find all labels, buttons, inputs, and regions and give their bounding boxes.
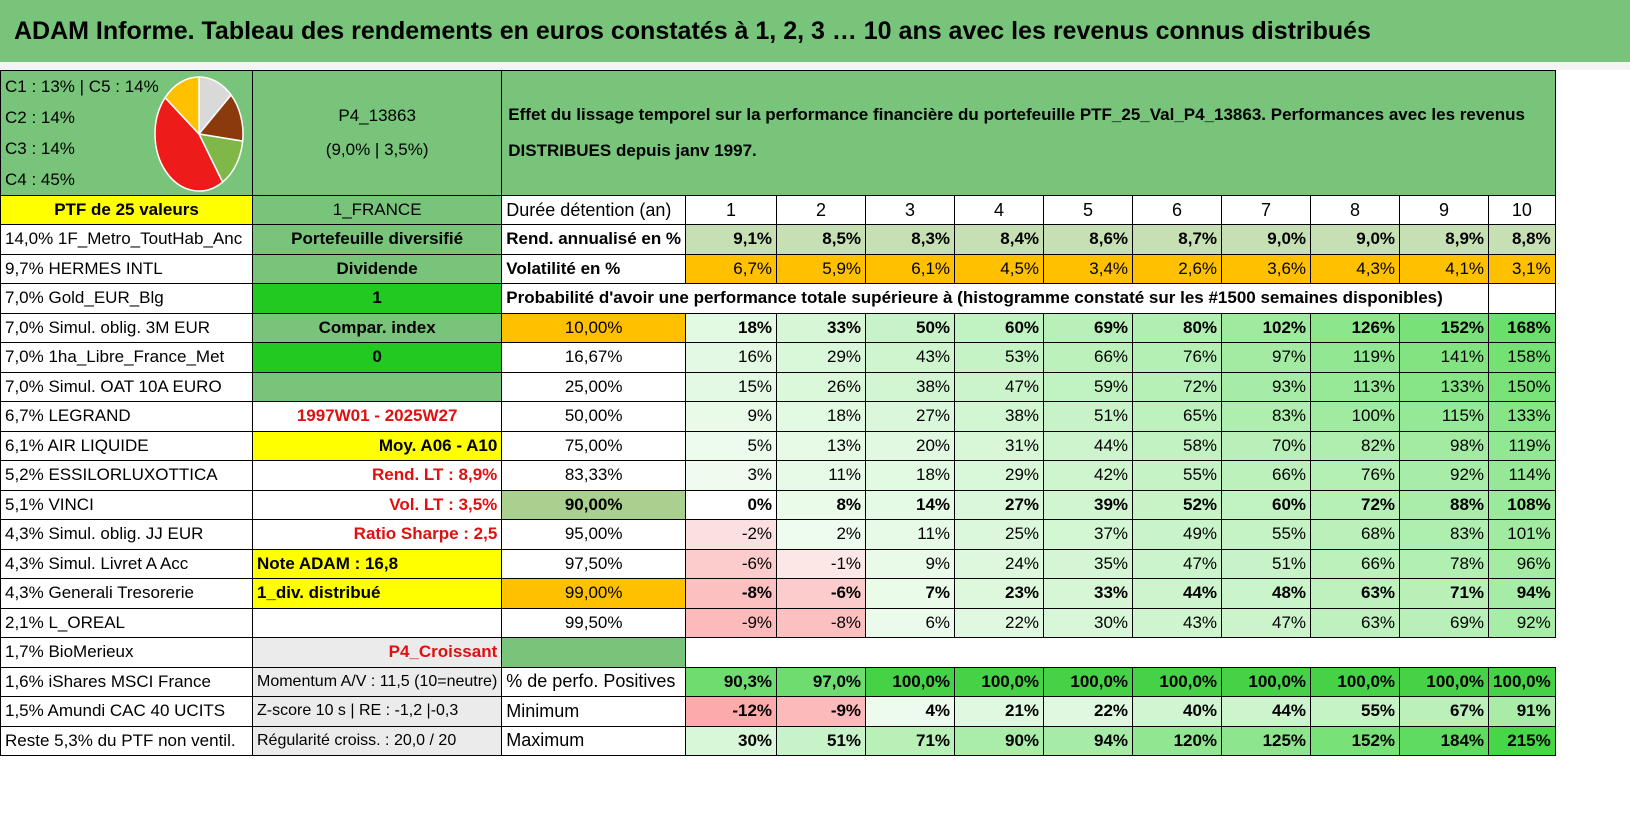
rend-value: 8,6%: [1044, 225, 1133, 255]
divider: [0, 62, 1630, 70]
quantile-value: 6%: [866, 608, 955, 638]
quantile-label: 95,00%: [502, 520, 686, 550]
quantile-value: 92%: [1400, 461, 1489, 491]
quantile-value: 80%: [1133, 313, 1222, 343]
quantile-value: 76%: [1311, 461, 1400, 491]
table-row: [1, 313, 1556, 343]
max-value: 120%: [1133, 726, 1222, 756]
holding-name: 2,1% L_OREAL: [1, 608, 253, 638]
quantile-value: 7%: [866, 579, 955, 609]
quantile-value: 58%: [1133, 431, 1222, 461]
quantile-value: 33%: [777, 313, 866, 343]
rend-value: 8,4%: [955, 225, 1044, 255]
legend-item: C2 : 14%: [5, 108, 75, 127]
year-header: 9: [1400, 196, 1489, 225]
table-row: [1, 549, 1556, 579]
vol-value: 5,9%: [777, 254, 866, 284]
quantile-value: 31%: [955, 431, 1044, 461]
info-cell: Régularité croiss. : 20,0 / 20: [253, 726, 502, 756]
quantile-value: 93%: [1222, 372, 1311, 402]
table-row: [1, 461, 1556, 491]
min-value: 67%: [1400, 697, 1489, 727]
table-row: [1, 225, 1556, 255]
holding-name: Reste 5,3% du PTF non ventil.: [1, 726, 253, 756]
country: 1_FRANCE: [253, 196, 502, 225]
max-value: 51%: [777, 726, 866, 756]
quantile-value: 60%: [1222, 490, 1311, 520]
vol-value: 4,1%: [1400, 254, 1489, 284]
quantile-value: 100%: [1311, 402, 1400, 432]
table-row: [1, 726, 1556, 756]
year-header: 5: [1044, 196, 1133, 225]
min-value: 40%: [1133, 697, 1222, 727]
rend-value: 8,5%: [777, 225, 866, 255]
table-row: [1, 343, 1556, 373]
quantile-value: 108%: [1489, 490, 1556, 520]
vol-label: Volatilité en %: [502, 254, 686, 284]
allocation-pie-chart: [153, 75, 245, 193]
quantile-label: 25,00%: [502, 372, 686, 402]
pos-value: 100,0%: [1489, 667, 1556, 697]
quantile-value: 66%: [1311, 549, 1400, 579]
quantile-label: 75,00%: [502, 431, 686, 461]
quantile-value: 29%: [955, 461, 1044, 491]
quantile-value: 66%: [1044, 343, 1133, 373]
vol-value: 6,1%: [866, 254, 955, 284]
min-value: 21%: [955, 697, 1044, 727]
table-row: [1, 402, 1556, 432]
quantile-value: 94%: [1489, 579, 1556, 609]
rend-value: 8,9%: [1400, 225, 1489, 255]
quantile-value: 48%: [1222, 579, 1311, 609]
info-cell: P4_Croissant: [253, 638, 502, 668]
quantile-value: -1%: [777, 549, 866, 579]
vol-value: 3,1%: [1489, 254, 1556, 284]
quantile-value: 15%: [686, 372, 777, 402]
quantile-value: 5%: [686, 431, 777, 461]
vol-value: 6,7%: [686, 254, 777, 284]
quantile-value: 55%: [1222, 520, 1311, 550]
quantile-value: 133%: [1489, 402, 1556, 432]
legend-item: C1 : 13% | C5 : 14%: [5, 77, 159, 96]
table-row: [1, 490, 1556, 520]
vol-value: 4,3%: [1311, 254, 1400, 284]
info-cell: 0: [253, 343, 502, 373]
info-cell: Compar. index: [253, 313, 502, 343]
quantile-label: 10,00%: [502, 313, 686, 343]
pos-value: 97,0%: [777, 667, 866, 697]
max-value: 184%: [1400, 726, 1489, 756]
min-value: 91%: [1489, 697, 1556, 727]
quantile-value: 83%: [1400, 520, 1489, 550]
max-value: 152%: [1311, 726, 1400, 756]
quantile-value: 38%: [955, 402, 1044, 432]
pos-value: 100,0%: [1311, 667, 1400, 697]
quantile-label: 90,00%: [502, 490, 686, 520]
quantile-value: 63%: [1311, 579, 1400, 609]
quantile-value: 30%: [1044, 608, 1133, 638]
max-value: 215%: [1489, 726, 1556, 756]
quantile-value: 27%: [955, 490, 1044, 520]
quantile-value: 53%: [955, 343, 1044, 373]
quantile-value: 16%: [686, 343, 777, 373]
quantile-label: 99,50%: [502, 608, 686, 638]
empty-cell: [686, 638, 1556, 668]
quantile-value: 51%: [1222, 549, 1311, 579]
quantile-value: 50%: [866, 313, 955, 343]
quantile-value: 126%: [1311, 313, 1400, 343]
quantile-value: 66%: [1222, 461, 1311, 491]
info-cell: Portefeuille diversifié: [253, 225, 502, 255]
quantile-value: 37%: [1044, 520, 1133, 550]
year-header: 10: [1489, 196, 1556, 225]
holding-name: 9,7% HERMES INTL: [1, 254, 253, 284]
quantile-label: 97,50%: [502, 549, 686, 579]
vol-value: 3,4%: [1044, 254, 1133, 284]
pos-value: 100,0%: [1400, 667, 1489, 697]
vol-value: 4,5%: [955, 254, 1044, 284]
quantile-value: 43%: [1133, 608, 1222, 638]
info-cell: Note ADAM : 16,8: [253, 549, 502, 579]
quantile-value: 70%: [1222, 431, 1311, 461]
rend-value: 9,0%: [1222, 225, 1311, 255]
quantile-value: 96%: [1489, 549, 1556, 579]
min-value: 4%: [866, 697, 955, 727]
rend-value: 8,8%: [1489, 225, 1556, 255]
quantile-value: -6%: [777, 579, 866, 609]
pos-label: % de perfo. Positives: [502, 667, 686, 697]
table-row: [1, 608, 1556, 638]
quantile-value: 83%: [1222, 402, 1311, 432]
quantile-value: 55%: [1133, 461, 1222, 491]
pos-value: 100,0%: [866, 667, 955, 697]
quantile-value: 113%: [1311, 372, 1400, 402]
holding-name: 5,2% ESSILORLUXOTTICA: [1, 461, 253, 491]
quantile-value: -8%: [777, 608, 866, 638]
quantile-value: 52%: [1133, 490, 1222, 520]
max-value: 94%: [1044, 726, 1133, 756]
info-cell: Ratio Sharpe : 2,5: [253, 520, 502, 550]
quantile-value: 0%: [686, 490, 777, 520]
quantile-value: 119%: [1311, 343, 1400, 373]
portfolio-code: P4_13863: [338, 106, 416, 125]
quantile-value: 98%: [1400, 431, 1489, 461]
duration-label: Durée détention (an): [502, 196, 686, 225]
quantile-value: 11%: [777, 461, 866, 491]
holding-name: 4,3% Generali Tresorerie: [1, 579, 253, 609]
quantile-value: 26%: [777, 372, 866, 402]
quantile-value: 51%: [1044, 402, 1133, 432]
quantile-label: 50,00%: [502, 402, 686, 432]
quantile-value: 82%: [1311, 431, 1400, 461]
quantile-value: 168%: [1489, 313, 1556, 343]
quantile-value: 60%: [955, 313, 1044, 343]
portfolio-stats: (9,0% | 3,5%): [325, 140, 429, 159]
vol-value: 3,6%: [1222, 254, 1311, 284]
quantile-value: 63%: [1311, 608, 1400, 638]
info-cell: Z-score 10 s | RE : -1,2 |-0,3: [253, 697, 502, 727]
quantile-value: 76%: [1133, 343, 1222, 373]
quantile-value: 141%: [1400, 343, 1489, 373]
quantile-value: 39%: [1044, 490, 1133, 520]
quantile-value: 71%: [1400, 579, 1489, 609]
quantile-value: 35%: [1044, 549, 1133, 579]
min-value: -9%: [777, 697, 866, 727]
pos-value: 90,3%: [686, 667, 777, 697]
quantile-value: 119%: [1489, 431, 1556, 461]
max-value: 71%: [866, 726, 955, 756]
pos-value: 100,0%: [1044, 667, 1133, 697]
quantile-value: 115%: [1400, 402, 1489, 432]
prob-label: Probabilité d'avoir une performance totale supérieure à (histogramme constaté sur les #1500 semaines disponibles): [502, 284, 1489, 314]
quantile-value: 44%: [1133, 579, 1222, 609]
quantile-value: 18%: [866, 461, 955, 491]
quantile-value: 25%: [955, 520, 1044, 550]
info-cell: 1997W01 - 2025W27: [253, 402, 502, 432]
vol-value: 2,6%: [1133, 254, 1222, 284]
quantile-value: 47%: [955, 372, 1044, 402]
table-row: [1, 638, 1556, 668]
info-cell: Dividende: [253, 254, 502, 284]
quantile-label: 83,33%: [502, 461, 686, 491]
quantile-value: -9%: [686, 608, 777, 638]
info-cell: 1: [253, 284, 502, 314]
quantile-value: 92%: [1489, 608, 1556, 638]
min-value: 55%: [1311, 697, 1400, 727]
quantile-value: 152%: [1400, 313, 1489, 343]
year-header: 3: [866, 196, 955, 225]
quantile-value: -2%: [686, 520, 777, 550]
year-header: 6: [1133, 196, 1222, 225]
quantile-value: 3%: [686, 461, 777, 491]
quantile-value: 47%: [1222, 608, 1311, 638]
quantile-value: 97%: [1222, 343, 1311, 373]
quantile-value: 69%: [1400, 608, 1489, 638]
info-cell: Moy. A06 - A10: [253, 431, 502, 461]
holding-name: 5,1% VINCI: [1, 490, 253, 520]
table-row: [1, 431, 1556, 461]
min-value: -12%: [686, 697, 777, 727]
holding-name: 4,3% Simul. Livret A Acc: [1, 549, 253, 579]
holding-name: 1,7% BioMerieux: [1, 638, 253, 668]
info-cell: Vol. LT : 3,5%: [253, 490, 502, 520]
quantile-value: 78%: [1400, 549, 1489, 579]
rend-value: 8,7%: [1133, 225, 1222, 255]
quantile-value: 2%: [777, 520, 866, 550]
quantile-value: 158%: [1489, 343, 1556, 373]
max-value: 125%: [1222, 726, 1311, 756]
quantile-value: 20%: [866, 431, 955, 461]
max-value: 90%: [955, 726, 1044, 756]
legend-item: C3 : 14%: [5, 139, 75, 158]
info-cell: [253, 608, 502, 638]
year-header: 2: [777, 196, 866, 225]
holding-name: 1,5% Amundi CAC 40 UCITS: [1, 697, 253, 727]
quantile-value: -6%: [686, 549, 777, 579]
info-cell: [253, 372, 502, 402]
ptf-label: PTF de 25 valeurs: [1, 196, 253, 225]
min-value: 22%: [1044, 697, 1133, 727]
quantile-value: 18%: [777, 402, 866, 432]
holding-name: 7,0% 1ha_Libre_France_Met: [1, 343, 253, 373]
quantile-value: 72%: [1133, 372, 1222, 402]
pos-value: 100,0%: [1133, 667, 1222, 697]
quantile-value: 9%: [686, 402, 777, 432]
quantile-value: 65%: [1133, 402, 1222, 432]
quantile-value: 68%: [1311, 520, 1400, 550]
quantile-value: 59%: [1044, 372, 1133, 402]
quantile-label: 99,00%: [502, 579, 686, 609]
empty-cell: [502, 638, 686, 668]
table-row: [1, 697, 1556, 727]
table-row: [1, 372, 1556, 402]
max-label: Maximum: [502, 726, 686, 756]
table-row: [1, 196, 1556, 225]
description: Effet du lissage temporel sur la performance financière du portefeuille PTF_25_Val_P4_13863. Performances avec les revenus DISTRIBUES depuis janv 1997.: [502, 71, 1555, 196]
holding-name: 6,7% LEGRAND: [1, 402, 253, 432]
table-row: [1, 520, 1556, 550]
quantile-value: 43%: [866, 343, 955, 373]
holding-name: 7,0% Simul. OAT 10A EURO: [1, 372, 253, 402]
table-row: [1, 254, 1556, 284]
min-value: 44%: [1222, 697, 1311, 727]
holding-name: 6,1% AIR LIQUIDE: [1, 431, 253, 461]
quantile-value: 23%: [955, 579, 1044, 609]
info-cell: Momentum A/V : 11,5 (10=neutre): [253, 667, 502, 697]
year-header: 1: [686, 196, 777, 225]
quantile-value: 69%: [1044, 313, 1133, 343]
table-row: [1, 71, 1556, 196]
year-header: 8: [1311, 196, 1400, 225]
pos-value: 100,0%: [955, 667, 1044, 697]
legend-item: C4 : 45%: [5, 170, 75, 189]
quantile-value: 101%: [1489, 520, 1556, 550]
quantile-value: 22%: [955, 608, 1044, 638]
quantile-value: 133%: [1400, 372, 1489, 402]
quantile-value: 102%: [1222, 313, 1311, 343]
table-row: [1, 284, 1556, 314]
quantile-value: 33%: [1044, 579, 1133, 609]
table-row: [1, 579, 1556, 609]
rend-value: 9,1%: [686, 225, 777, 255]
quantile-value: 114%: [1489, 461, 1556, 491]
quantile-value: 11%: [866, 520, 955, 550]
holding-name: 1,6% iShares MSCI France: [1, 667, 253, 697]
pos-value: 100,0%: [1222, 667, 1311, 697]
holding-name: 7,0% Simul. oblig. 3M EUR: [1, 313, 253, 343]
quantile-value: 72%: [1311, 490, 1400, 520]
holding-name: 4,3% Simul. oblig. JJ EUR: [1, 520, 253, 550]
info-cell: Rend. LT : 8,9%: [253, 461, 502, 491]
quantile-value: 24%: [955, 549, 1044, 579]
year-header: 7: [1222, 196, 1311, 225]
quantile-value: 150%: [1489, 372, 1556, 402]
quantile-value: 42%: [1044, 461, 1133, 491]
quantile-value: 44%: [1044, 431, 1133, 461]
quantile-value: 14%: [866, 490, 955, 520]
year-header: 4: [955, 196, 1044, 225]
min-label: Minimum: [502, 697, 686, 727]
quantile-value: 88%: [1400, 490, 1489, 520]
empty-cell: [1489, 284, 1556, 314]
quantile-value: -8%: [686, 579, 777, 609]
table-row: [1, 667, 1556, 697]
quantile-label: 16,67%: [502, 343, 686, 373]
quantile-value: 13%: [777, 431, 866, 461]
page-title: ADAM Informe. Tableau des rendements en euros constatés à 1, 2, 3 … 10 ans avec les revenus connus distribués: [0, 0, 1630, 62]
holding-name: 7,0% Gold_EUR_Blg: [1, 284, 253, 314]
quantile-value: 8%: [777, 490, 866, 520]
quantile-value: 47%: [1133, 549, 1222, 579]
rend-value: 9,0%: [1311, 225, 1400, 255]
max-value: 30%: [686, 726, 777, 756]
quantile-value: 27%: [866, 402, 955, 432]
quantile-value: 38%: [866, 372, 955, 402]
quantile-value: 49%: [1133, 520, 1222, 550]
rend-value: 8,3%: [866, 225, 955, 255]
portfolio-box: [253, 71, 502, 196]
quantile-value: 29%: [777, 343, 866, 373]
returns-table: [0, 70, 1556, 756]
holding-name: 14,0% 1F_Metro_ToutHab_Anc: [1, 225, 253, 255]
rend-label: Rend. annualisé en %: [502, 225, 686, 255]
info-cell: 1_div. distribué: [253, 579, 502, 609]
quantile-value: 9%: [866, 549, 955, 579]
legend-cell: [1, 71, 253, 196]
quantile-value: 18%: [686, 313, 777, 343]
